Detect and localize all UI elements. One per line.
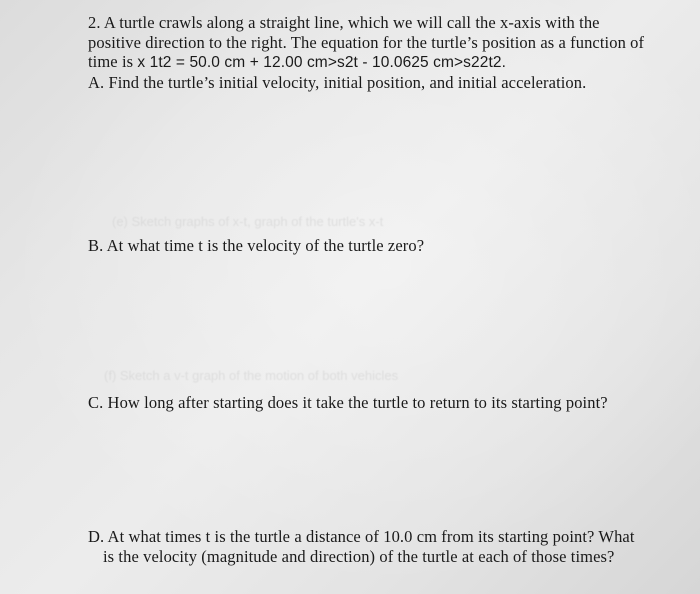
question-d-line-2: is the velocity (magnitude and direction) of the turtle at each of those times? [103,547,615,566]
equation-prefix: time is [88,52,138,71]
question-d-line-1: D. At what times t is the turtle a distance of 10.0 cm from its starting point? What [88,527,635,546]
bleed-through-text-1: (e) Sketch graphs of x-t, graph of the turtle's x-t [112,214,384,229]
bleed-through-text-2: (f) Sketch a v-t graph of the motion of both vehicles [104,368,399,383]
question-a: A. Find the turtle’s initial velocity, initial position, and initial acceleration. [88,73,587,92]
position-equation: x 1t2 = 50.0 cm + 12.00 cm>s2t - 10.0625 cm>s22t2. [137,54,506,71]
problem-intro-line-1: 2. A turtle crawls along a straight line, which we will call the x-axis with the [88,13,600,32]
problem-equation-line [88,52,506,73]
question-c: C. How long after starting does it take the turtle to return to its starting point? [88,393,608,412]
question-b: B. At what time t is the velocity of the turtle zero? [88,236,425,255]
problem-intro-line-2: positive direction to the right. The equation for the turtle’s position as a function of [88,33,645,52]
